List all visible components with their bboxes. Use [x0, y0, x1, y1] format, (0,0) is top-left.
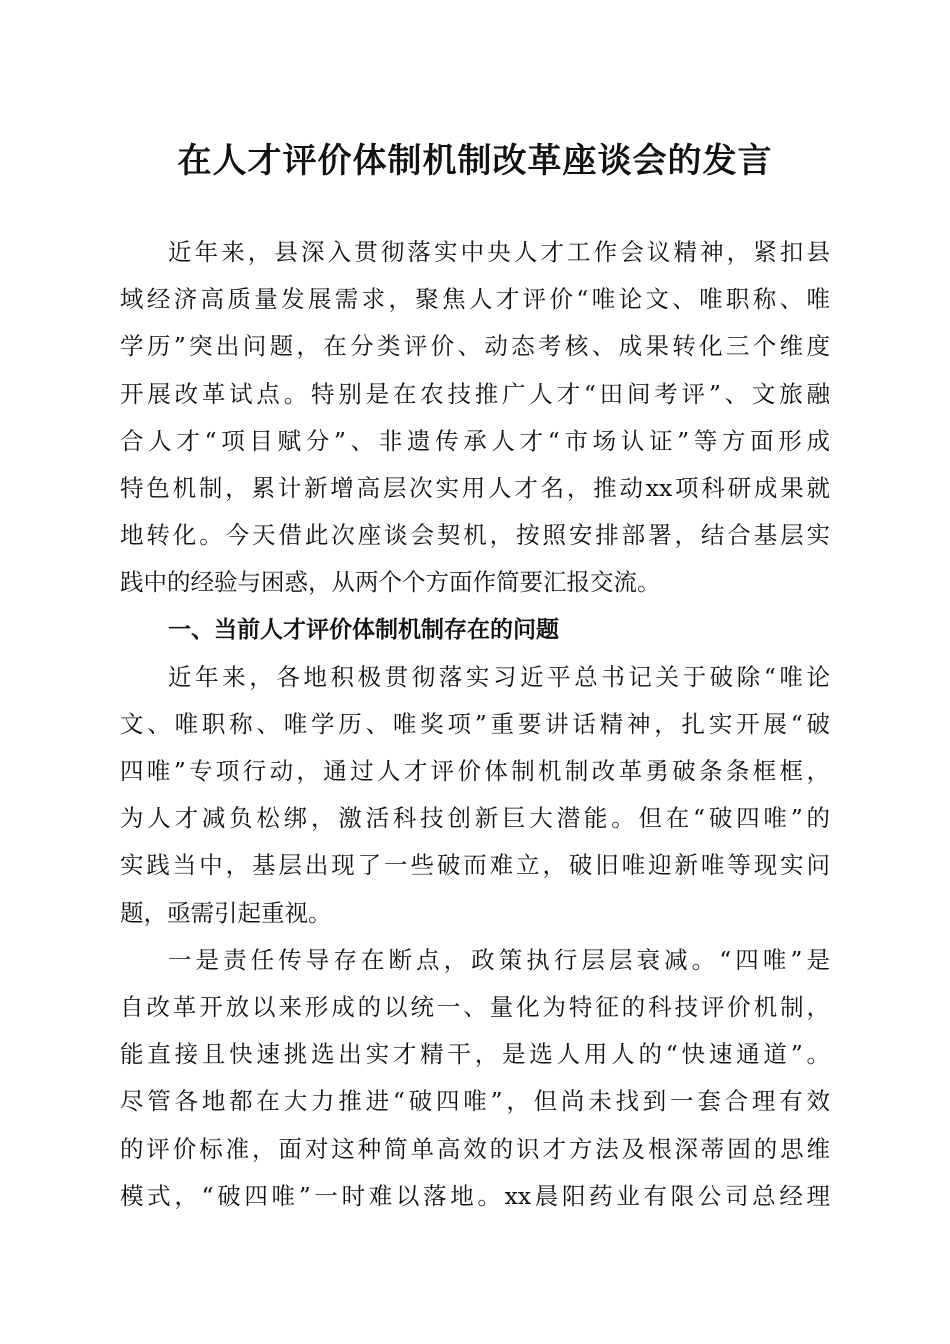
- document-title: 在人才评价体制机制改革座谈会的发言: [177, 141, 773, 181]
- paragraph-line: 域经济高质量发展需求，聚焦人才评价“唯论文、唯职称、唯: [120, 285, 830, 314]
- paragraph-line: 地转化。今天借此次座谈会契机，按照安排部署，结合基层实: [120, 521, 830, 550]
- document-body: [120, 229, 830, 1220]
- paragraph-line: 一是责任传导存在断点，政策执行层层衰减。“四唯”是: [168, 945, 830, 974]
- paragraph-line: 文、唯职称、唯学历、唯奖项”重要讲话精神，扎实开展“破: [120, 709, 830, 738]
- paragraph-line: 合人才“项目赋分”、非遗传承人才“市场认证”等方面形成: [120, 426, 830, 455]
- paragraph-line: 近年来，县深入贯彻落实中央人才工作会议精神，紧扣县: [168, 238, 830, 266]
- paragraph-line: 自改革开放以来形成的以统一、量化为特征的科技评价机制，: [120, 993, 830, 1021]
- paragraph-line: 近年来，各地积极贯彻落实习近平总书记关于破除“唯论: [168, 662, 830, 691]
- paragraph-line: 模式，“破四唯”一时难以落地。xx晨阳药业有限公司总经理: [120, 1181, 830, 1210]
- paragraph-line: 开展改革试点。特别是在农技推广人才“田间考评”、文旅融: [120, 379, 830, 408]
- paragraph-line: 尽管各地都在大力推进“破四唯”，但尚未找到一套合理有效: [120, 1087, 830, 1116]
- paragraph-line: 实践当中，基层出现了一些破而难立，破旧唯迎新唯等现实问: [120, 851, 830, 880]
- paragraph-line: 学历”突出问题，在分类评价、动态考核、成果转化三个维度: [120, 332, 830, 361]
- paragraph-line: 四唯”专项行动，通过人才评价体制机制改革勇破条条框框，: [120, 757, 830, 786]
- section-heading: 一、当前人才评价体制机制存在的问题: [168, 616, 559, 643]
- paragraph-line: 的评价标准，面对这种简单高效的识才方法及根深蒂固的思维: [120, 1134, 830, 1163]
- paragraph-line: 特色机制，累计新增高层次实用人才名，推动xx项科研成果就: [120, 473, 830, 502]
- paragraph-line: 践中的经验与困惑，从两个个方面作简要汇报交流。: [120, 568, 661, 597]
- paragraph-line: 能直接且快速挑选出实才精干，是选人用人的“快速通道”。: [120, 1040, 830, 1069]
- paragraph-line: 题，亟需引起重视。: [120, 898, 332, 927]
- paragraph-line: 为人才减负松绑，激活科技创新巨大潜能。但在“破四唯”的: [120, 804, 830, 833]
